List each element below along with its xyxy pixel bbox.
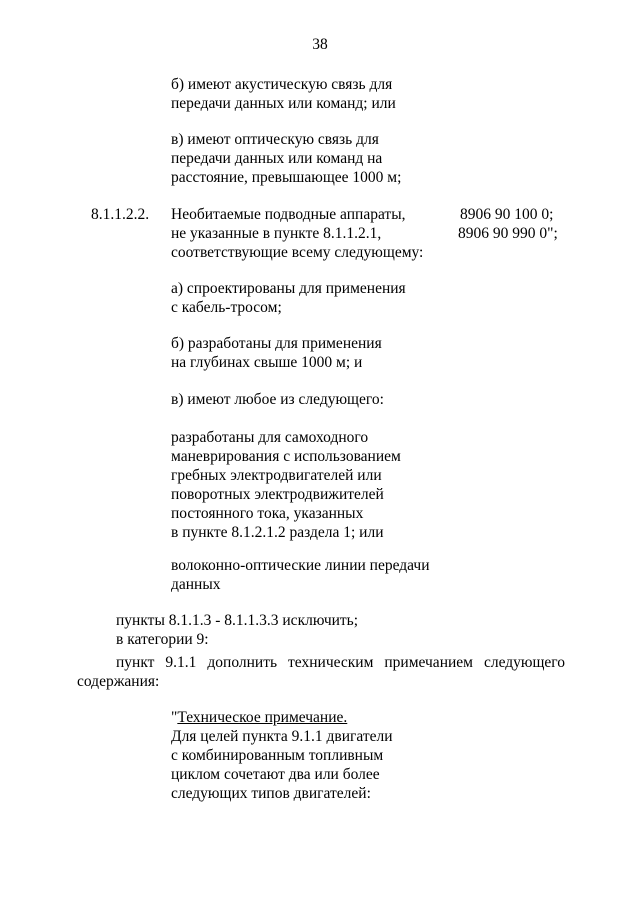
page-number: 38	[312, 36, 328, 53]
text-line: а) спроектированы для применения	[171, 280, 406, 297]
text-line: следующих типов двигателей:	[171, 785, 371, 802]
text-line: б) разработаны для применения	[171, 335, 382, 352]
text-line: в) имеют любое из следующего:	[171, 391, 384, 408]
text-line: на глубинах свыше 1000 м; и	[171, 354, 363, 371]
text-line: волоконно-оптические линии передачи	[171, 557, 430, 574]
paragraph: содержания:	[77, 673, 160, 690]
text-line: маневрирования с использованием	[171, 448, 401, 465]
text-line: гребных электродвигателей или	[171, 467, 382, 484]
text-line: с комбинированным топливным	[171, 747, 384, 764]
paragraph: в категории 9:	[116, 631, 209, 648]
text-line: передачи данных или команд на	[171, 150, 383, 167]
customs-code: 8906 90 100 0;	[460, 206, 554, 223]
paragraph: пункт 9.1.1 дополнить техническим примечанием следующего	[116, 654, 565, 671]
item-number: 8.1.1.2.2.	[91, 206, 150, 223]
note-title: Техническое примечание.	[177, 709, 348, 726]
customs-code: 8906 90 990 0";	[458, 225, 558, 242]
text-line: данных	[171, 576, 221, 593]
opening-quote: "	[171, 709, 178, 726]
text-line: разработаны для самоходного	[171, 429, 369, 446]
text-line: расстояние, превышающее 1000 м;	[171, 169, 402, 186]
text-line: поворотных электродвижителей	[171, 486, 384, 503]
text-line: б) имеют акустическую связь для	[171, 76, 393, 93]
text-line: не указанные в пункте 8.1.1.2.1,	[171, 225, 382, 242]
text-line: в) имеют оптическую связь для	[171, 131, 379, 148]
text-line: в пункте 8.1.2.1.2 раздела 1; или	[171, 524, 384, 541]
note-title-line	[171, 708, 347, 727]
text-line: передачи данных или команд; или	[171, 95, 396, 112]
text-line: с кабель-тросом;	[171, 299, 282, 316]
text-line: Для целей пункта 9.1.1 двигатели	[171, 728, 393, 745]
text-line: соответствующие всему следующему:	[171, 244, 424, 261]
paragraph: пункты 8.1.1.3 - 8.1.1.3.3 исключить;	[116, 612, 359, 629]
text-line: постоянного тока, указанных	[171, 505, 364, 522]
text-line: циклом сочетают два или более	[171, 766, 380, 783]
text-line: Необитаемые подводные аппараты,	[171, 206, 406, 223]
